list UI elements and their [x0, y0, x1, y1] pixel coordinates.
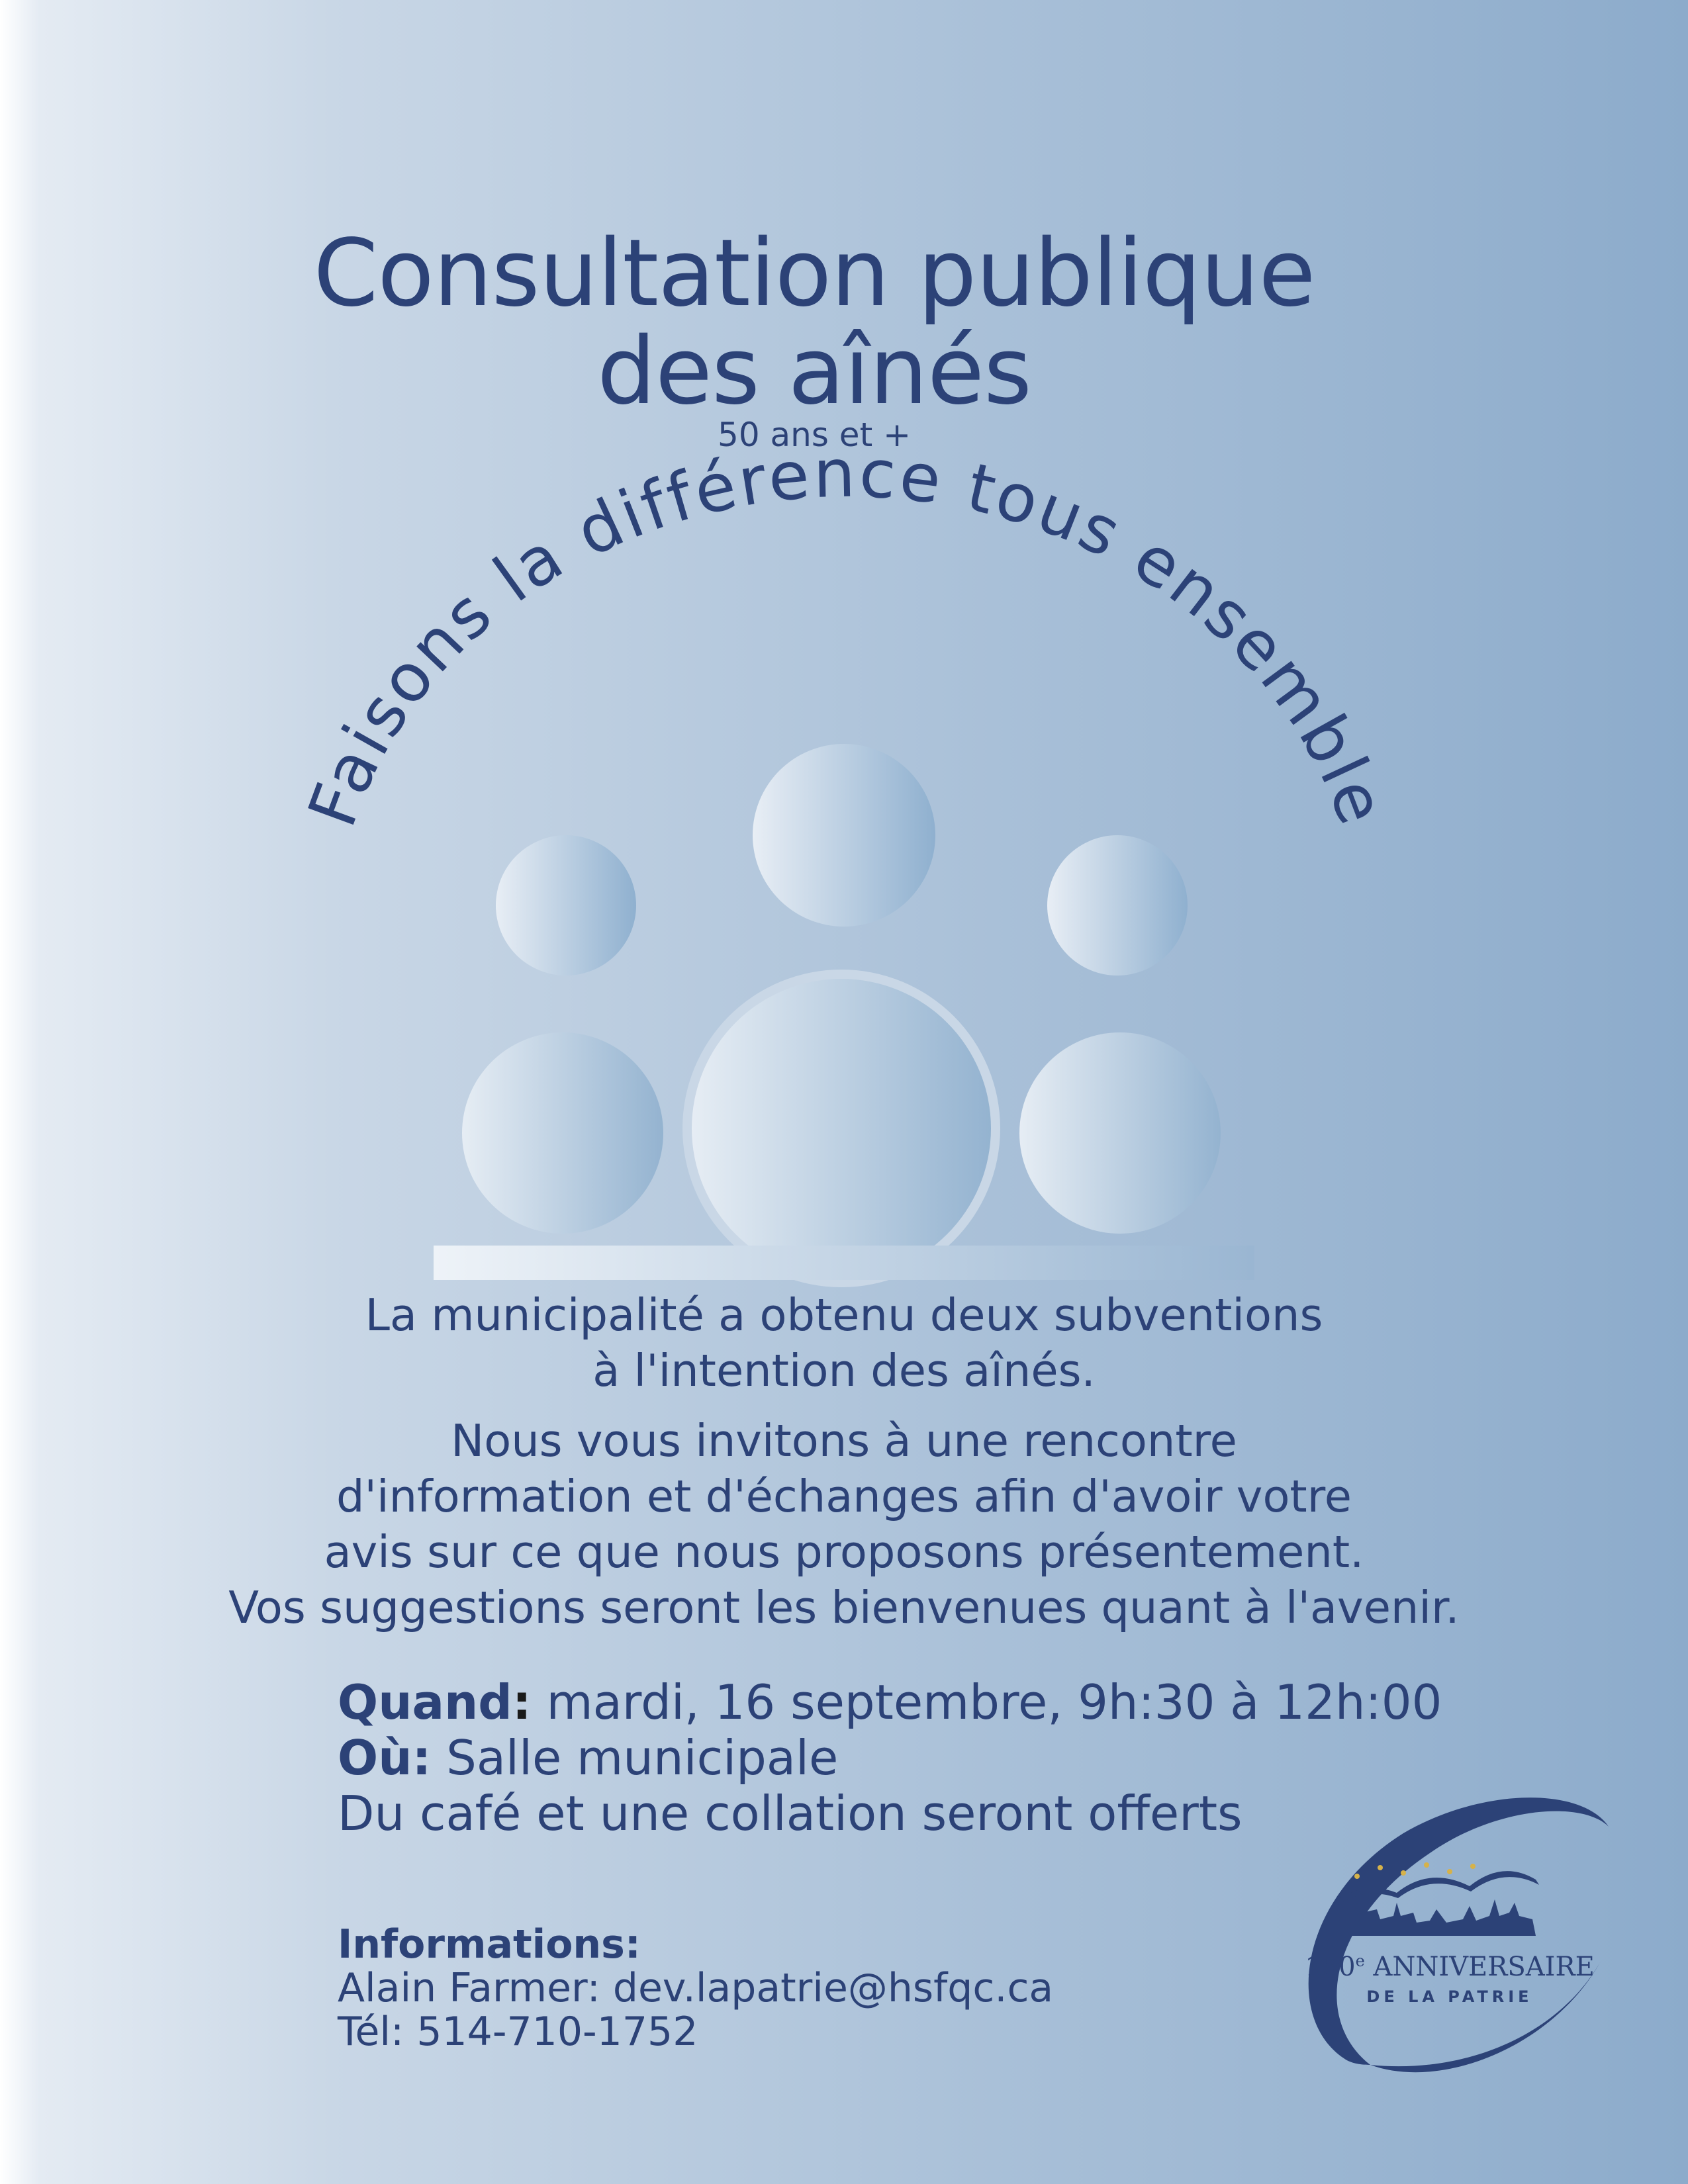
when-value: mardi, 16 septembre, 9h:30 à 12h:00 — [531, 1674, 1442, 1730]
invite-line-3: avis sur ce que nous proposons présentement. — [324, 1526, 1364, 1578]
intro-line-1: La municipalité a obtenu deux subventions — [365, 1289, 1323, 1341]
intro-paragraph — [0, 1287, 1688, 1398]
title-line-2: des aînés — [597, 318, 1031, 426]
center-body — [692, 979, 991, 1278]
invitation-paragraph — [0, 1413, 1688, 1635]
base-bar — [434, 1246, 1254, 1280]
when-label: Quand — [338, 1674, 512, 1730]
invite-line-1: Nous vous invitons à une rencontre — [451, 1415, 1237, 1467]
contact-heading: Informations: — [338, 1921, 641, 1968]
anniversary-logo — [1271, 1780, 1628, 2085]
right-body — [1019, 1032, 1221, 1234]
when-row — [338, 1674, 1442, 1730]
contact-phone[interactable]: Tél: 514-710-1752 — [338, 2009, 698, 2055]
invite-line-4: Vos suggestions seront les bienvenues quant à l'avenir. — [228, 1582, 1460, 1633]
when-colon: : — [512, 1674, 532, 1730]
title-line-1: Consultation publique — [313, 220, 1315, 328]
age-range: 50 ans et + — [718, 416, 911, 454]
slogan-text: Faisons la différence tous ensemble — [293, 434, 1402, 837]
where-label: Où: — [338, 1730, 432, 1786]
invite-line-2: d'information et d'échanges afin d'avoir votre — [336, 1471, 1352, 1522]
logo-subtitle: DE LA PATRIE — [1366, 1987, 1533, 2006]
logo-title: 150e ANNIVERSAIRE — [1305, 1952, 1595, 1982]
where-value: Salle municipale — [431, 1730, 839, 1786]
arc-slogan — [0, 0, 1688, 993]
contact-info — [338, 1923, 1053, 2054]
left-body — [462, 1032, 663, 1234]
where-row — [338, 1730, 1442, 1786]
refreshments-note: Du café et une collation seront offerts — [338, 1786, 1243, 1841]
intro-line-2: à l'intention des aînés. — [592, 1345, 1096, 1396]
svg-text:Faisons la différence tous ens — [293, 435, 1401, 837]
contact-name-email[interactable]: Alain Farmer: dev.lapatrie@hsfqc.ca — [338, 1965, 1054, 2011]
